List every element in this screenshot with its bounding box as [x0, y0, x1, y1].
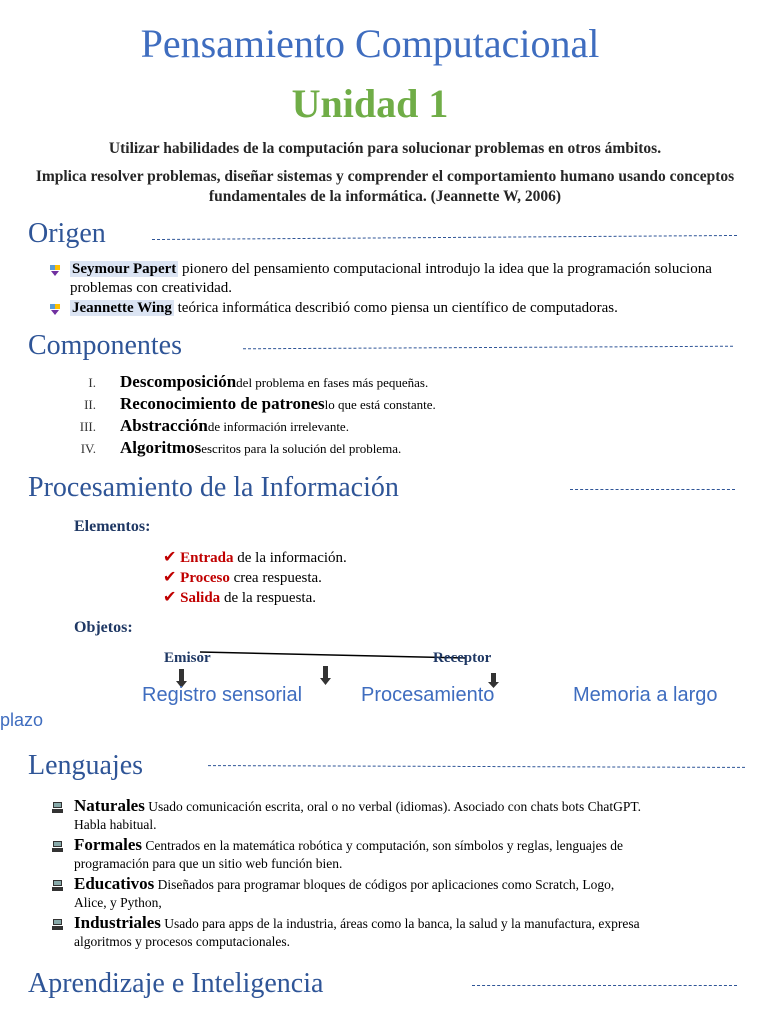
list-item: Industriales Usado para apps de la industria, áreas como la banca, la salud y la manufactura, expresa algoritmos y procesos computacionales.: [52, 913, 742, 952]
stage-wrap-text: plazo: [0, 710, 44, 730]
intro-paragraph-2: Implica resolver problemas, diseñar sistemas y comprender el comportamiento humano usando conceptos fundamentales de la informática. (Jeannette W, 2006): [35, 168, 735, 205]
list-item: I. Descomposición del problema en fases más pequeñas.: [88, 372, 429, 391]
stage-registro-sensorial: Registro sensorial: [142, 684, 303, 706]
section-heading-procesamiento: Procesamiento de la Información: [28, 472, 399, 503]
elementos-list: [163, 548, 563, 608]
objetos-label: Objetos:: [74, 619, 133, 636]
list-item: ✔ Entrada de la información.: [163, 549, 347, 566]
list-item: ✔ Proceso crea respuesta.: [163, 569, 322, 586]
section-heading-aprendizaje: Aprendizaje e Inteligencia: [28, 968, 324, 999]
dashed-divider: [243, 346, 733, 350]
down-arrow-icon: [320, 666, 331, 685]
intro-line-1: Utilizar habilidades de la computación para solucionar problemas en otros ámbitos.: [108, 140, 662, 157]
emisor-label: Emisor: [164, 650, 211, 666]
list-item: Naturales Usado comunicación escrita, oral o no verbal (idiomas). Asociado con chats bots ChatGPT. Habla habitual.: [52, 796, 742, 835]
computer-icon: [52, 880, 63, 891]
origen-item-papert: Seymour Papert pionero del pensamiento computacional introdujo la idea que la programación soluciona problemas con creatividad.: [70, 261, 712, 296]
list-item: Formales Centrados en la matemática robótica y computación, son símbolos y reglas, lenguajes de programación para que un sitio web función bien.: [52, 835, 742, 874]
list-item: III. Abstracción de información irrelevante.: [79, 416, 349, 435]
dashed-divider: [472, 985, 737, 986]
elementos-label: Elementos:: [74, 518, 151, 535]
page-title: Pensamiento Computacional: [140, 21, 600, 66]
computer-icon: [52, 919, 63, 930]
origen-item-wing: Jeannette Wing teórica informática describió como piensa un científico de computadoras.: [72, 300, 618, 316]
dashed-divider: [152, 235, 737, 240]
components-list: [60, 372, 720, 460]
section-heading-origen: Origen: [28, 218, 106, 249]
stage-procesamiento: Procesamiento: [361, 684, 495, 706]
dashed-divider: [570, 489, 735, 490]
stage-memoria-largo: Memoria a largo: [573, 684, 718, 706]
person-name: Jeannette Wing: [72, 300, 172, 316]
unit-title: Unidad 1: [291, 81, 449, 126]
section-heading-componentes: Componentes: [28, 330, 182, 361]
list-item: ✔ Salida de la respuesta.: [163, 589, 316, 606]
checkmark-icon: ✔: [163, 589, 177, 606]
arrow-bullet-icon: [50, 304, 60, 316]
list-item: Educativos Diseñados para programar bloques de códigos por aplicaciones como Scratch, Logo, Alice, y Python,: [52, 874, 742, 913]
computer-icon: [52, 802, 63, 813]
languages-list: [52, 796, 742, 952]
arrow-bullet-icon: [50, 265, 60, 277]
dashed-divider: [208, 765, 745, 768]
person-name: Seymour Papert: [72, 261, 177, 277]
computer-icon: [52, 841, 63, 852]
checkmark-icon: ✔: [163, 569, 177, 586]
list-item: IV. Algoritmos escritos para la solución del problema.: [80, 438, 402, 457]
receptor-label: Receptor: [433, 650, 492, 666]
section-heading-lenguajes: Lenguajes: [28, 750, 144, 781]
checkmark-icon: ✔: [163, 549, 177, 566]
list-item: II. Reconocimiento de patrones lo que está constante.: [84, 394, 436, 413]
